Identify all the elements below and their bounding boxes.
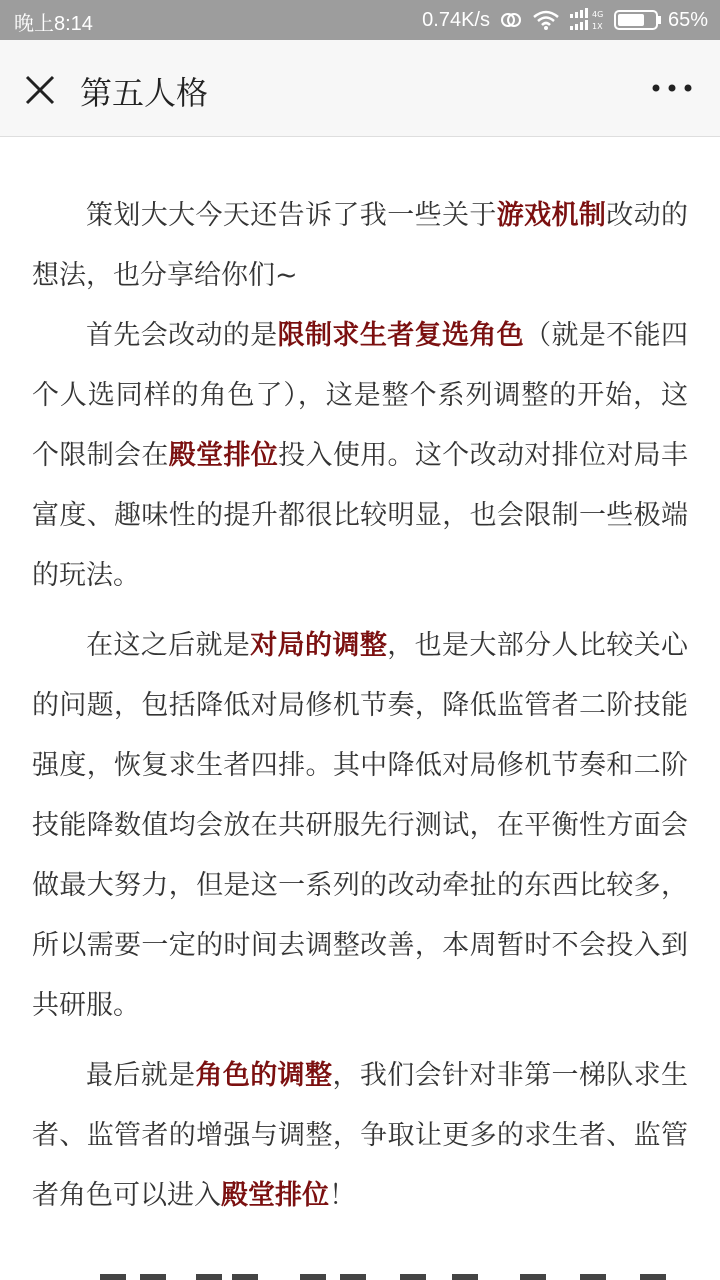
p1-text-b: 改动的想法，也分享给你们~ <box>32 200 689 291</box>
nav-bar <box>0 40 720 137</box>
sync-icon <box>500 9 522 31</box>
article-body <box>32 186 688 1226</box>
p4-text-c: ！ <box>329 1180 356 1211</box>
paragraph-1 <box>32 186 688 306</box>
network-speed: 0.74K/s <box>422 8 490 31</box>
battery-percent: 65% <box>667 8 708 31</box>
p2-highlight-1: 限制求生者复选角色 <box>277 320 525 351</box>
p4-text-b: ，我们会针对非第一梯队求生者、监管者的增强与调整，争取让更多的求生者、监管者角色可以进入 <box>32 1060 689 1211</box>
close-button[interactable] <box>20 70 60 110</box>
more-button[interactable] <box>650 76 694 100</box>
wifi-icon <box>532 9 560 31</box>
paragraph-2 <box>32 306 688 606</box>
signal-icon <box>570 8 604 32</box>
p3-highlight: 对局的调整 <box>250 630 388 661</box>
status-time: 晚上8:14 <box>14 13 93 35</box>
status-bar <box>0 0 720 40</box>
p2-highlight-2: 殿堂排位 <box>168 440 279 471</box>
p2-text-c: 投入使用。这个改动对排位对局丰富度、趣味性的提升都很比较明显，也会限制一些极端的玩法。 <box>32 440 689 591</box>
p3-text-b: ，也是大部分人比较关心的问题，包括降低对局修机节奏，降低监管者二阶技能强度，恢复求生者四排。其中降低对局修机节奏和二阶技能降数值均会放在共研服先行测试，在平衡性方面会做最大努力，但是这一系列的改动牵扯的东西比较多，所以需要一定的时间去调整改善，本周暂时不会投入到共研服。 <box>32 630 689 1021</box>
paragraph-3 <box>32 616 688 1036</box>
status-right <box>422 7 708 33</box>
p4-highlight-1: 角色的调整 <box>195 1060 333 1091</box>
p3-text-a: 在这之后就是 <box>86 630 251 661</box>
next-paragraph-cutoff <box>0 1262 720 1280</box>
network-type-bottom: 1X <box>591 22 603 31</box>
network-type-top: 4G <box>591 10 604 19</box>
page-title: 第五人格 <box>80 74 209 112</box>
more-icon <box>650 76 694 100</box>
battery <box>614 9 708 32</box>
close-icon <box>20 70 60 110</box>
p4-highlight-2: 殿堂排位 <box>221 1180 329 1211</box>
paragraph-4 <box>32 1046 688 1226</box>
p2-text-a: 首先会改动的是 <box>86 320 278 351</box>
p4-text-a: 最后就是 <box>86 1060 196 1091</box>
battery-icon <box>614 9 662 31</box>
p1-highlight: 游戏机制 <box>496 200 607 231</box>
p2-text-b: （就是不能四个人选同样的角色了），这是整个系列调整的开始，这个限制会在 <box>32 320 689 471</box>
p1-text-a: 策划大大今天还告诉了我一些关于 <box>86 200 497 231</box>
